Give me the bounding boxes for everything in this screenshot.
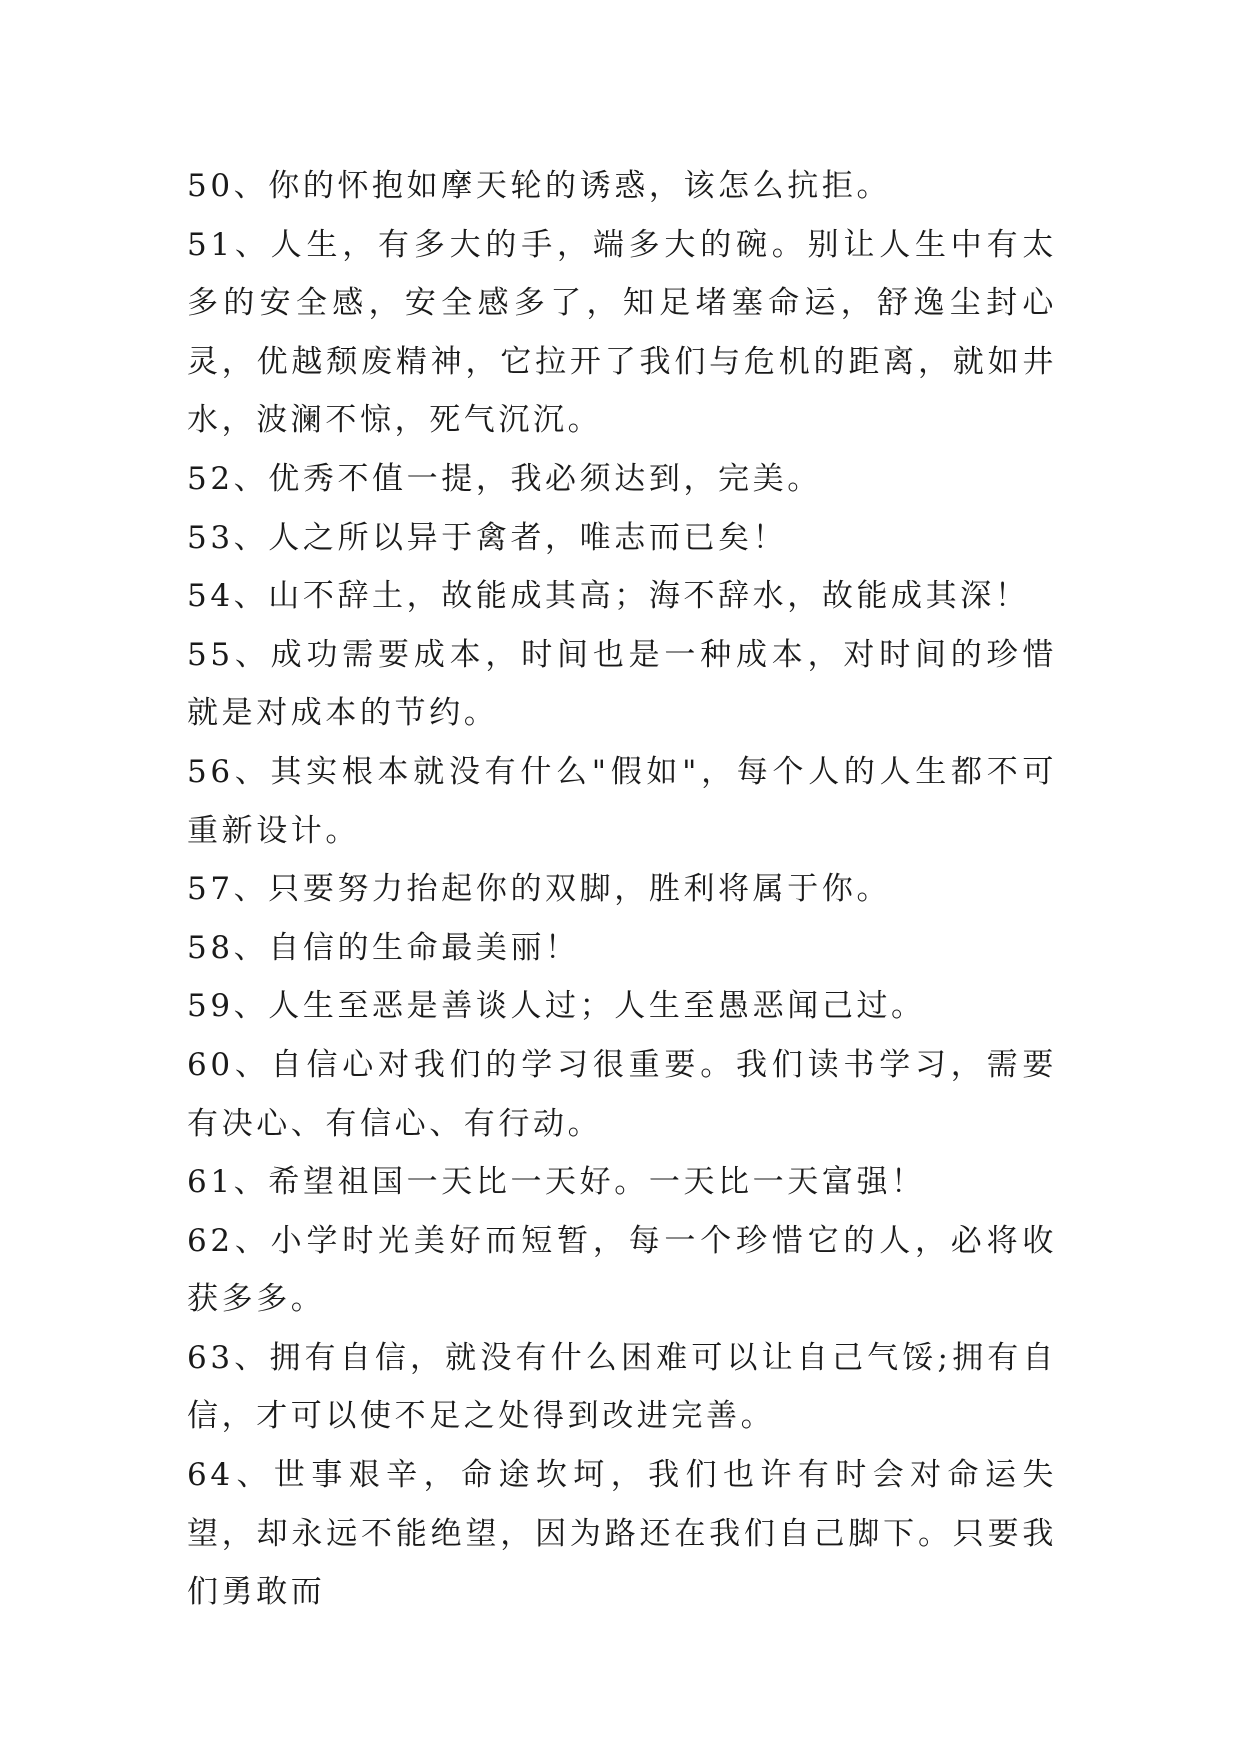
document-body: [187, 157, 1057, 1622]
paragraph-57: 57、只要努力抬起你的双脚，胜利将属于你。: [187, 871, 892, 908]
paragraph-58: 58、自信的生命最美丽！: [187, 929, 580, 966]
paragraph-53: 53、人之所以异于禽者，唯志而已矣！: [187, 519, 788, 556]
paragraph-60: 60、自信心对我们的学习很重要。我们读书学习，需要有决心、有信心、有行动。: [187, 1046, 1057, 1142]
paragraph-61: 61、希望祖国一天比一天好。一天比一天富强！: [187, 1164, 926, 1201]
paragraph-62: 62、小学时光美好而短暂，每一个珍惜它的人，必将收获多多。: [187, 1222, 1057, 1318]
paragraph-52: 52、优秀不值一提，我必须达到，完美。: [187, 460, 822, 497]
paragraph-50: 50、你的怀抱如摩天轮的诱惑，该怎么抗拒。: [187, 168, 892, 204]
paragraph-59: 59、人生至恶是善谈人过；人生至愚恶闻己过。: [187, 988, 926, 1025]
paragraph-54: 54、山不辞土，故能成其高；海不辞水，故能成其深！: [187, 578, 1030, 615]
paragraph-63: 63、拥有自信，就没有什么困难可以让自己气馁;拥有自信，才可以使不足之处得到改进完善。: [187, 1339, 1057, 1435]
paragraph-55: 55、成功需要成本，时间也是一种成本，对时间的珍惜就是对成本的节约。: [187, 636, 1057, 732]
paragraph-64: 64、世事艰辛，命途坎坷，我们也许有时会对命运失望，却永远不能绝望，因为路还在我们自己脚下。只要我们勇敢而: [187, 1457, 1057, 1611]
paragraph-51: 51、人生，有多大的手，端多大的碗。别让人生中有太多的安全感，安全感多了，知足堵塞命运，舒逸尘封心灵，优越颓废精神，它拉开了我们与危机的距离，就如井水，波澜不惊，死气沉沉。: [187, 226, 1057, 439]
paragraph-56: 56、其实根本就没有什么"假如"，每个人的人生都不可重新设计。: [187, 753, 1057, 849]
